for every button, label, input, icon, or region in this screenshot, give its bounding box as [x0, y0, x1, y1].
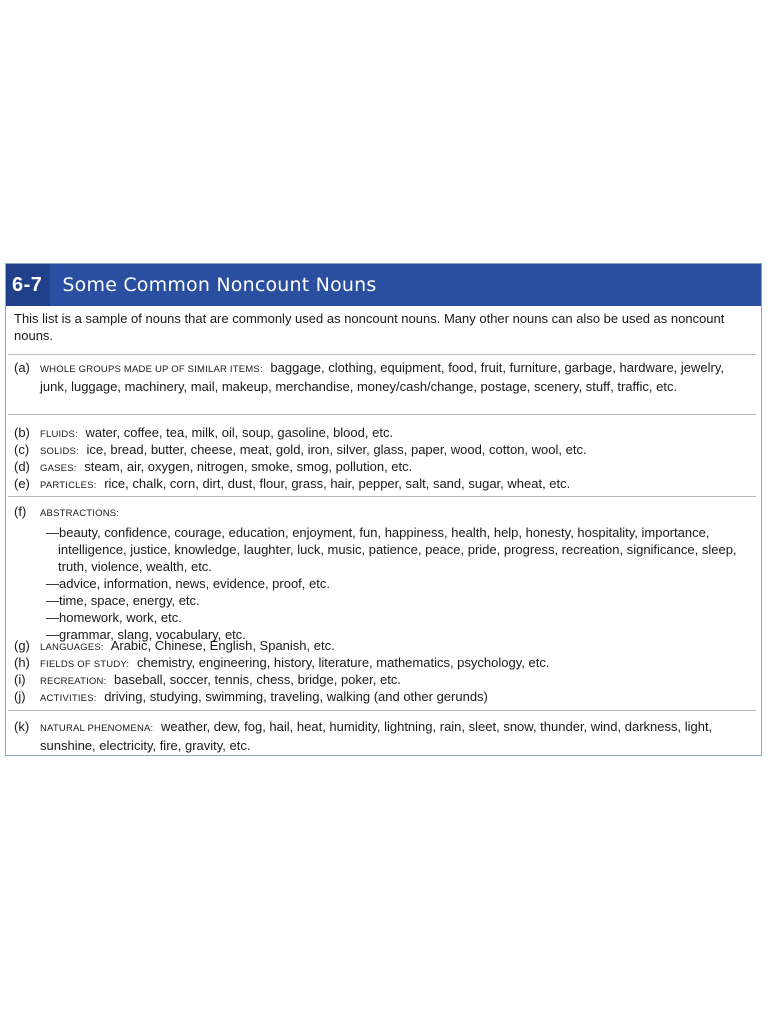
- divider: [8, 496, 756, 497]
- examples-text: chemistry, engineering, history, literature, mathematics, psychology, etc.: [136, 655, 550, 670]
- grammar-chart: [5, 263, 762, 756]
- chart-title: Some Common Noncount Nouns: [62, 274, 377, 296]
- category-label: PARTICLES:: [40, 480, 97, 491]
- divider: [8, 710, 756, 711]
- examples-text: rice, chalk, corn, dirt, dust, flour, grass, hair, pepper, salt, sand, sugar, wheat, etc.: [104, 476, 571, 491]
- examples-text: baseball, soccer, tennis, chess, bridge, poker, etc.: [114, 672, 401, 687]
- chart-header: [6, 264, 761, 306]
- item-label: (k): [14, 719, 30, 734]
- item-label: (e): [14, 476, 30, 491]
- abstraction-line: —grammar, slang, vocabulary, etc.: [46, 627, 246, 642]
- category-label: RECREATION:: [40, 676, 107, 687]
- item-label: (a): [14, 360, 30, 375]
- abstraction-line: —homework, work, etc.: [46, 610, 182, 625]
- category-label: ACTIVITIES:: [40, 693, 97, 704]
- chart-intro: This list is a sample of nouns that are commonly used as noncount nouns. Many other nouns can also be used as noncount nouns.: [14, 311, 725, 343]
- item-label: (h): [14, 655, 30, 670]
- examples-text: baggage, clothing, equipment, food, fruit, furniture, garbage, hardware, jewelry, junk, luggage, machinery, mail, makeup, merchandise, money/cash/change, postage, scenery, stuff, traffic, etc.: [40, 360, 725, 394]
- category-label: ABSTRACTIONS:: [40, 508, 120, 519]
- examples-text: weather, dew, fog, hail, heat, humidity, lightning, rain, sleet, snow, thunder, wind, darkness, light, sunshine, electricity, fire, gravity, etc.: [40, 719, 713, 753]
- category-label: SOLIDS:: [40, 446, 79, 457]
- category-label: FIELDS OF STUDY:: [40, 659, 130, 670]
- item-a: [6, 359, 761, 411]
- abstraction-line: —advice, information, news, evidence, proof, etc.: [46, 576, 330, 591]
- examples-text: steam, air, oxygen, nitrogen, smoke, smog, pollution, etc.: [84, 459, 413, 474]
- category-label: LANGUAGES:: [40, 642, 104, 653]
- abstraction-line: —time, space, energy, etc.: [46, 593, 200, 608]
- divider: [8, 414, 756, 415]
- category-label: WHOLE GROUPS MADE UP OF SIMILAR ITEMS:: [40, 364, 263, 375]
- item-label: (b): [14, 425, 30, 440]
- examples-text: driving, studying, swimming, traveling, walking (and other gerunds): [104, 689, 488, 704]
- item-label: (f): [14, 504, 27, 519]
- item-label: (i): [14, 672, 26, 687]
- item-label: (g): [14, 638, 30, 653]
- item-label: (j): [14, 689, 26, 704]
- abstraction-line: —beauty, confidence, courage, education, enjoyment, fun, happiness, health, help, honesty, hospitality, importance, intelligence, justice, knowledge, laughter, luck, music, patience, peace, pride, progress, recreation, significance, sleep, truth, violence, wealth, etc.: [46, 525, 737, 574]
- category-label: FLUIDS:: [40, 429, 78, 440]
- divider: [8, 354, 756, 355]
- chart-number: 6-7: [6, 264, 50, 306]
- examples-text: Arabic, Chinese, English, Spanish, etc.: [110, 638, 335, 653]
- item-label: (c): [14, 442, 30, 457]
- examples-text: water, coffee, tea, milk, oil, soup, gasoline, blood, etc.: [85, 425, 394, 440]
- category-label: NATURAL PHENOMENA:: [40, 723, 154, 734]
- item-label: (d): [14, 459, 30, 474]
- examples-text: ice, bread, butter, cheese, meat, gold, iron, silver, glass, paper, wood, cotton, wool, etc.: [86, 442, 587, 457]
- category-label: GASES:: [40, 463, 77, 474]
